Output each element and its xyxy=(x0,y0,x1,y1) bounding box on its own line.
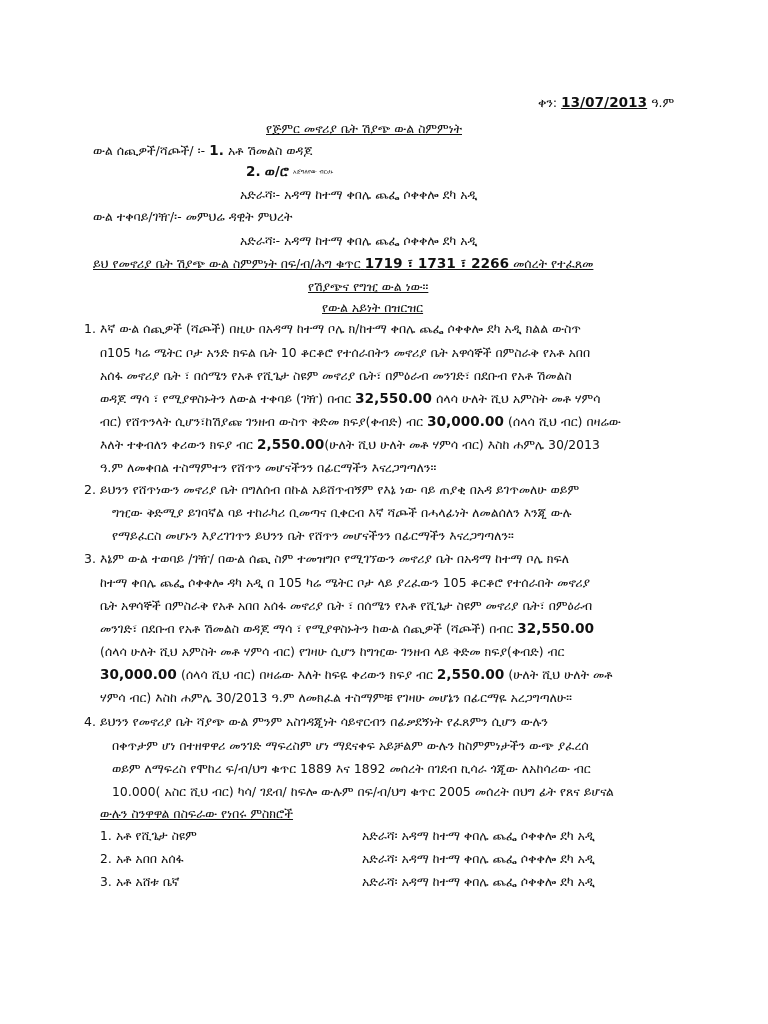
item4-line3: ወይም ለማፍረስ የሞከረ ፍ/ብ/ህግ ቁጥር 1889 እና 1892 መሰረት በገደብ ኪሳራ ጎጂው ለአከሳሪው ብር xyxy=(112,762,591,776)
buyer-label: ውል ተቀባይ/ገዥ/፡- xyxy=(93,210,182,224)
date-suffix: ዓ.ም xyxy=(651,96,675,110)
item3-line6-b: (ሰላሳ ሺህ ብር) በዛሬው እለት ከፍዬ ቀሪውን ክፍያ ብር xyxy=(180,668,433,682)
item3-price: 32,550.00 xyxy=(517,621,595,637)
item3-line7: ሃምሳ ብር) እስከ ሐምሌ 30/2013 ዓ.ም ለመክፈል ተስማምቹ የገዛሁ መሆኔን በፊርማዬ አረጋግጣለሁ። xyxy=(100,691,572,705)
item1-line1: እኛ ውል ሰጪዎች (ሻጮች) በዚሁ በአዳማ ከተማ ቦሌ ክ/ከተማ ቀበሌ ጨፌ ሶቀቀሎ ደካ አዲ ክልል ውስጥ xyxy=(100,322,581,336)
item3-line3: ቤት አዋሳኞች በምስራቅ የአቶ አበበ አሰፋ መኖሪያ ቤት ፣ በሰሜን የአቶ የሺጌታ ስዩም መኖሪያ ቤት፣ በምዕራብ xyxy=(100,599,593,613)
item1-line5-c: (ሰላሳ ሺህ ብር) በዛሬው xyxy=(508,415,621,429)
item3-line1: እኔም ውል ተወባይ /ገዥ/ በውል ሰጪ ስም ተመዝግቦ የሚገኘውን መኖሪያ ቤት በአዳማ ከተማ ቦሌ ክፍለ xyxy=(100,552,570,566)
item1-line2: በ105 ካሬ ሜትር ቦታ አንድ ክፍል ቤት 10 ቆርቆሮ የተሰራበትን መኖሪያ ቤት አዋሳኞች በምስራቅ የአቶ አበበ xyxy=(100,346,591,360)
sellers-address: አድራሻ፡- አዳማ ከተማ ቀበሌ ጨፌ ሶቀቀሎ ደካ አዲ xyxy=(240,188,478,202)
witnesses-title: ውሉን ስንዋዋል በስፍራው የነበሩ ምስክሮች xyxy=(100,807,294,821)
item3-number: 3. xyxy=(84,551,96,566)
item1-line5-a: ብር) የሸጥንላት ሲሆን፣ከሽያጩ ገንዘብ ውስጥ ቅድመ ክፍያ(ቀብድ) ብር xyxy=(100,415,424,429)
item1-price: 32,550.00 xyxy=(355,391,433,407)
item3-deposit: 30,000.00 xyxy=(100,667,177,683)
item3-line2: ከተማ ቀበሌ ጨፌ ሶቀቀሎ ዳካ አዲ በ 105 ካሬ ሜትር ቦታ ላይ ያረፈውን 105 ቆርቆሮ የተሰራበት መኖሪያ xyxy=(100,576,591,590)
item4-number: 4. xyxy=(84,714,96,729)
item1-line3: አሰፋ መኖሪያ ቤት ፣ በሰሜን የአቶ የሺጌታ ስዩም መኖሪያ ቤት፣ በምዕራብ መንገድ፣ በደቡብ የአቶ ሽመልስ xyxy=(100,369,572,383)
document-title: የጅምር መኖሪያ ቤት ሽያጭ ውል ስምምነት xyxy=(266,122,462,136)
witness-address: አድራሻ፡ አዳማ ከተማ ቀበሌ ጨፌ ሶቀቀሎ ደካ አዲ xyxy=(362,875,595,889)
item2-line2: ግዢው ቅድሚያ ይገባኛል ባይ ተከራካሪ ቢመጣና ቢቀርብ እኛ ሻጮች በሓላፊነት ለመልሰለን እንጂ ውሉ xyxy=(112,506,572,520)
law-ref-pre: ይህ የመኖሪያ ቤት ሽያጭ ውል ስምምነት በፍ/ብ/ሕግ ቁጥር xyxy=(93,257,361,271)
witness-row xyxy=(100,851,184,867)
seller2-num: 2. xyxy=(246,164,261,180)
date-label: ቀን: xyxy=(538,96,558,110)
buyer-address: አድራሻ፡- አዳማ ከተማ ቀበሌ ጨፌ ሶቀቀሎ ደካ አዲ xyxy=(240,234,478,248)
witness-address: አድራሻ፡ አዳማ ከተማ ቀበሌ ጨፌ ሶቀቀሎ ደካ አዲ xyxy=(362,852,595,866)
item1-line4-a: ወዳጆ ማሳ ፣ የሚያዋስኑትን ለውል ተቀባይ (ገዥ) በብር xyxy=(100,392,352,406)
date-value xyxy=(561,95,647,111)
law-ref-nums: 1719 ፣ 1731 ፣ 2266 xyxy=(364,256,510,272)
item1-line5 xyxy=(100,414,621,430)
date-line xyxy=(538,95,674,111)
item2-number: 2. xyxy=(84,482,96,497)
witness-name: አቶ የሺጌታ ስዩም xyxy=(115,829,197,843)
subtitle-sale: የሽያጭና የግዢ ውል ነው። xyxy=(308,280,429,294)
item2-line1: ይህንን የሸጥነውን መኖሪያ ቤት በግለሰብ በኩል አይሸጥብኝም የእኔ ነው ባይ ጠያቂ በአዳ ይገጥመለሁ ወይም xyxy=(100,483,580,497)
item3-line6-d: (ሁለት ሺህ ሁለት መቶ xyxy=(508,668,613,682)
item3-line6 xyxy=(100,667,612,683)
subtitle-details: የውል አይነት በዝርዝር xyxy=(322,301,424,315)
item3-line5: (ሰላሳ ሁለት ሺህ አምስት መቶ ሃምሳ ብር) የገዛሁ ሲሆን ከግዢው ገንዘብ ላይ ቅድመ ክፍያ(ቀብድ) ብር xyxy=(100,645,565,659)
item1-balance: 2,550.00 xyxy=(256,437,325,453)
item4-line2: በቀጥታም ሆነ በተዘዋዋሪ መንገድ ማፍረስም ሆነ ማደናቀፍ አይቻልም ውሉን ከስምምነታችን ውጭ ያፈረሰ xyxy=(112,739,589,753)
witness-num: 2. xyxy=(100,852,112,866)
seller2-line xyxy=(246,164,333,181)
seller1-name: አቶ ሽመልስ ወዳጆ xyxy=(227,144,313,158)
item1-line7: ዓ.ም ለመቀበል ተስማምተን የሸጥን መሆናችንን በፊርማችን እናረጋግጣለን። xyxy=(100,461,437,475)
item4-line4: 10.000( አስር ሺህ ብር) ካሳ/ ገደብ/ ከፍሎ ውሉም በፍ/ብ/ህግ ቁጥር 2005 መሰረት በህግ ፊት የጸና ይሆናል xyxy=(112,785,614,799)
item1-line6-a: እለት ተቀብለን ቀሪውን ክፍያ ብር xyxy=(100,438,253,452)
item1-line4-c: ሰላሳ ሁለት ሺህ አምስት መቶ ሃምሳ xyxy=(436,392,601,406)
seller2-prefix: ወ/ሮ xyxy=(264,164,289,180)
item1-line6-c: (ሁለት ሺህ ሁለት መቶ ሃምሳ ብር) እስከ ሐምሌ 30/2013 xyxy=(324,438,600,452)
buyer-line xyxy=(93,209,292,225)
buyer-name: መምህሬ ዳዊት ምህረት xyxy=(185,210,293,224)
item3-line4-a: መንገድ፣ በደቡብ የአቶ ሽመልስ ወዳጆ ማሳ ፣ የሚያዋስኑትን ከውል ሰጪዎች (ሻጮች) በብር xyxy=(100,622,514,636)
witness-row xyxy=(100,828,197,844)
witness-num: 3. xyxy=(100,875,112,889)
item1-number: 1. xyxy=(84,321,96,336)
seller1-num: 1. xyxy=(209,143,224,159)
seller2-name: አጀግለየው ብርሀኑ xyxy=(293,168,334,176)
item1-line6 xyxy=(100,437,600,453)
item1-line4 xyxy=(100,391,600,407)
sellers-label: ውል ሰጪዎች/ሻጮች/ ፡- xyxy=(93,144,206,158)
item1-deposit: 30,000.00 xyxy=(427,414,505,430)
law-ref-post: መሰረት የተፈጸመ xyxy=(513,257,594,271)
witness-num: 1. xyxy=(100,829,112,843)
item2-line3: የማይፈርስ መሆኑን እያረገገጥን ይህንን ቤት የሸጥን መሆናችንን በፊርማችን እናረጋግጣለን። xyxy=(112,529,514,543)
witness-name: አቶ አበበ አሰፋ xyxy=(115,852,184,866)
law-reference xyxy=(93,256,593,272)
date-value-text: 13/07/2013 xyxy=(561,95,648,111)
sellers-line xyxy=(93,143,312,159)
item3-balance: 2,550.00 xyxy=(436,667,505,683)
witness-row xyxy=(100,874,179,890)
witness-address: አድራሻ፡ አዳማ ከተማ ቀበሌ ጨፌ ሶቀቀሎ ደካ አዲ xyxy=(362,829,595,843)
witness-name: አቶ አሸቱ ቤኛ xyxy=(115,875,180,889)
item3-line4 xyxy=(100,621,594,637)
item4-line1: ይህንን የመኖሪያ ቤት ሻያጭ ውል ምንም አስገዳጂነት ሳይኖርብን በፊቃደኝነት የፈጸምን ሲሆን ውሉን xyxy=(100,715,548,729)
